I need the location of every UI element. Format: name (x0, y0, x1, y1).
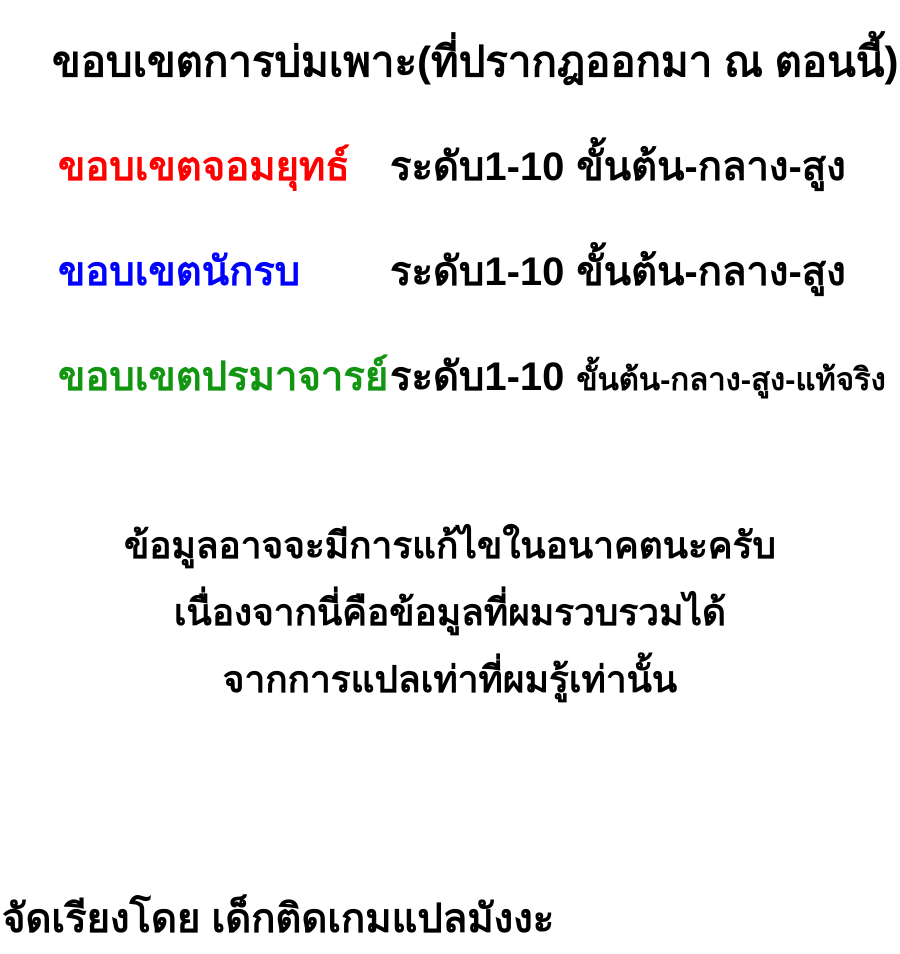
realm-name-label: ขอบเขตจอมยุทธ์ (58, 145, 350, 189)
realm-levels-label: ระดับ1-10 (390, 355, 565, 399)
realm-name-label: ขอบเขตนักรบ (58, 250, 301, 294)
realm-levels-label: ระดับ1-10 (390, 250, 565, 294)
disclaimer-line: ข้อมูลอาจจะมีการแก้ไขในอนาคตนะครับ (123, 525, 777, 566)
realm-row-grandmaster (58, 348, 888, 409)
disclaimer-line: เนื่องจากนี่คือข้อมูลที่ผมรวบรวมได้ (173, 592, 727, 633)
realm-stages-label: ขั้นต้น-กลาง-สูง (576, 250, 846, 294)
realm-levels-label: ระดับ1-10 (390, 145, 565, 189)
disclaimer-note (0, 512, 900, 713)
page-title: ขอบเขตการบ่มเพาะ(ที่ปรากฎออกมา ณ ตอนนี้) (52, 38, 899, 85)
realm-stages-label: ขั้นต้น-กลาง-สูง (576, 145, 846, 189)
realm-stages-label: ขั้นต้น-กลาง-สูง-แท้จริง (576, 362, 886, 397)
credit-line: จัดเรียงโดย เด็กติดเกมแปลมังงะ (2, 897, 555, 941)
realm-name-label: ขอบเขตปรมาจารย์ (58, 355, 389, 399)
realm-row-warrior (58, 243, 888, 301)
realm-row-warrior-lord (58, 138, 888, 196)
disclaimer-line: จากการแปลเท่าที่ผมรู้เท่านั้น (222, 659, 678, 700)
